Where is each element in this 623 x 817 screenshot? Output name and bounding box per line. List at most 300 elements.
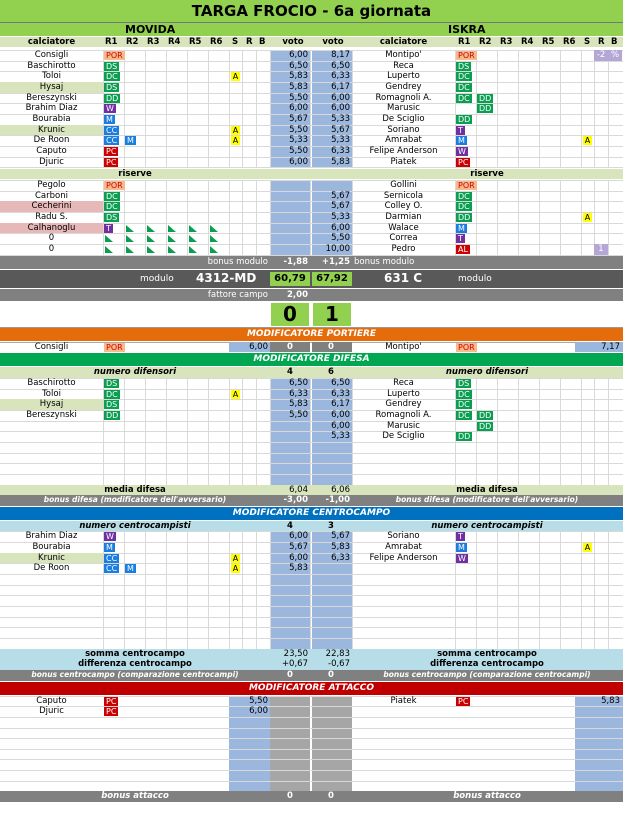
row-line xyxy=(0,638,623,639)
col-line xyxy=(187,378,188,485)
home-somma: 23,50 xyxy=(283,648,308,659)
away-role-badge: DS xyxy=(458,379,470,388)
away-vote: 6,33 xyxy=(331,145,350,156)
away-role-badge: DS xyxy=(458,61,470,71)
away-cc-name[interactable]: Soriano xyxy=(387,531,420,542)
away-player-name[interactable]: Reca xyxy=(393,60,414,71)
home-def-vote: 6,50 xyxy=(289,378,308,388)
modulo-label: modulo xyxy=(140,273,174,284)
away-vote: 6,00 xyxy=(331,92,350,103)
away-cc-label: numero centrocampisti xyxy=(431,520,543,531)
away-goalkeeper[interactable]: Montipo' xyxy=(385,341,422,352)
col-role-away: R6 xyxy=(563,37,576,47)
home-def-vote: 5,83 xyxy=(289,399,308,410)
away-def-name[interactable]: Reca xyxy=(393,378,414,388)
away-role-badge: M xyxy=(458,223,465,233)
home-vote: 6,50 xyxy=(289,60,308,71)
bonus-cc-label: bonus centrocampo (comparazione centrocampi) xyxy=(31,669,239,679)
fattore-row xyxy=(0,289,623,301)
away-vote: 6,33 xyxy=(331,71,350,82)
away-role-badge: DC xyxy=(458,400,470,410)
home-vote: 5,67 xyxy=(289,113,308,124)
yellow-card-icon: A xyxy=(232,125,239,135)
col-role: R2 xyxy=(126,37,139,47)
col-line xyxy=(256,378,257,485)
centrocampo-section-title: MODIFICATORE CENTROCAMPO xyxy=(0,507,623,520)
away-att-col xyxy=(312,696,352,792)
col-r-away: R xyxy=(598,37,605,47)
away-cc-name[interactable]: Felipe Anderson xyxy=(369,552,438,563)
fattore-label: fattore campo xyxy=(207,289,268,300)
home-role-badge: CC xyxy=(106,125,118,135)
home-cc-name[interactable]: Brahim Diaz xyxy=(25,531,78,542)
col-line xyxy=(476,378,477,485)
away-role-badge: T xyxy=(458,532,463,542)
media-label: media difesa xyxy=(104,484,166,495)
col-line xyxy=(166,378,167,485)
away-bonus-cc: 0 xyxy=(328,669,334,680)
col-player-away: calciatore xyxy=(379,37,428,47)
col-line xyxy=(242,180,243,255)
home-bonus-modulo: -1,88 xyxy=(283,256,308,267)
col-line xyxy=(539,50,540,167)
away-player-name[interactable]: Piatek xyxy=(390,156,417,167)
home-role-badge: DS xyxy=(106,400,118,410)
col-role: R6 xyxy=(210,37,223,47)
home-role-badge: T xyxy=(106,223,111,233)
col-line xyxy=(608,531,609,648)
col-line xyxy=(242,531,243,648)
home-cc-name[interactable]: Krunic xyxy=(38,552,65,563)
away-player-name[interactable]: Montipo' xyxy=(385,50,422,60)
away-def-label: numero difensori xyxy=(445,367,529,378)
home-role-badge: PC xyxy=(106,707,117,717)
away-role-badge: DD xyxy=(479,104,492,114)
home-att-vote: 5,50 xyxy=(249,695,268,706)
away-role-badge: POR xyxy=(458,181,475,191)
goals-row xyxy=(0,302,623,328)
away-bonus-att: 0 xyxy=(328,791,334,802)
home-player-name[interactable]: Toloi xyxy=(42,71,61,82)
home-role-badge: DC xyxy=(106,191,118,201)
home-role-badge: POR xyxy=(106,342,123,352)
away-role-badge: DD xyxy=(458,213,471,223)
away-reserve-vote: 5,50 xyxy=(331,233,350,244)
home-player-name[interactable]: Consigli xyxy=(34,50,69,60)
away-player-name[interactable]: Romagnoli A. xyxy=(375,92,432,103)
away-vote: 5,33 xyxy=(331,113,350,124)
diff-label-away: differenza centrocampo xyxy=(430,659,544,670)
home-att-col xyxy=(270,696,310,792)
away-def-vote: 6,17 xyxy=(331,399,350,410)
home-cc-name[interactable]: De Roon xyxy=(33,563,70,574)
home-vote: 5,50 xyxy=(289,145,308,156)
away-diff: -0,67 xyxy=(328,659,350,670)
col-line xyxy=(560,531,561,648)
somma-label-away: somma centrocampo xyxy=(437,648,537,659)
col-line xyxy=(256,50,257,167)
col-line xyxy=(581,180,582,255)
team-header xyxy=(0,23,623,36)
flag-icon xyxy=(168,235,176,242)
col-role-away: R3 xyxy=(500,37,513,47)
col-role: R5 xyxy=(189,37,202,47)
col-line xyxy=(124,378,125,485)
away-role-badge: M xyxy=(458,543,465,553)
home-gk-mod: 0 xyxy=(287,341,293,352)
away-role-badge: DC xyxy=(458,410,470,420)
row-line xyxy=(0,770,623,771)
col-b: B xyxy=(259,37,266,47)
away-def-count: 6 xyxy=(328,367,334,378)
home-goals: 0 xyxy=(271,303,309,326)
col-line xyxy=(352,378,353,485)
col-line xyxy=(208,180,209,255)
away-def-name[interactable]: Luperto xyxy=(387,388,420,399)
flag-icon xyxy=(147,225,155,232)
col-line xyxy=(270,378,271,485)
row-line xyxy=(0,728,623,729)
home-role-badge: DC xyxy=(106,389,118,399)
home-def-count: 4 xyxy=(287,367,293,378)
diff-label: differenza centrocampo xyxy=(78,659,192,670)
home-role-badge: M xyxy=(127,564,134,574)
away-reserve-name[interactable]: Walace xyxy=(388,222,419,233)
yellow-card-icon: A xyxy=(232,136,239,146)
row-line xyxy=(0,606,623,607)
home-cc-vote: 6,00 xyxy=(289,552,308,563)
home-reserve-name[interactable]: Cecherini xyxy=(31,201,72,212)
away-player-name[interactable]: Marusic xyxy=(387,103,420,114)
away-cc-vote: 5,83 xyxy=(331,542,350,553)
home-role-badge: DD xyxy=(106,93,119,103)
media-label-away: media difesa xyxy=(456,484,518,495)
flag-icon xyxy=(147,246,155,253)
flag-icon xyxy=(105,235,113,242)
away-reserve-name[interactable]: Darmian xyxy=(385,212,422,223)
col-line xyxy=(208,378,209,485)
row-line xyxy=(0,463,623,464)
away-player-name[interactable]: Soriano xyxy=(387,124,420,135)
away-role-badge: DD xyxy=(458,432,471,442)
home-player-name[interactable]: Djuric xyxy=(39,156,64,167)
home-cc-name[interactable]: Bourabia xyxy=(32,542,71,553)
home-role-badge: PC xyxy=(106,696,117,706)
home-goalkeeper[interactable]: Consigli xyxy=(34,341,69,352)
home-att-vote: 6,00 xyxy=(249,706,268,717)
away-vote: 6,00 xyxy=(331,103,350,114)
home-player-name[interactable]: Krunic xyxy=(38,124,65,135)
home-role-badge: DS xyxy=(106,82,118,92)
home-cc-vote: 5,67 xyxy=(289,542,308,553)
home-vote: 5,83 xyxy=(289,81,308,92)
away-gk-vote: 7,17 xyxy=(601,341,620,352)
home-def-name[interactable]: Toloi xyxy=(42,388,61,399)
away-reserve-name[interactable]: Pedro xyxy=(391,244,416,255)
bonus-difesa-label-away: bonus difesa (modificatore dell'avversario) xyxy=(395,495,579,505)
difesa-section-title: MODIFICATORE DIFESA xyxy=(0,353,623,366)
col-line xyxy=(560,378,561,485)
col-line xyxy=(352,50,353,167)
row-line xyxy=(0,759,623,760)
col-line xyxy=(124,50,125,167)
col-line xyxy=(166,531,167,648)
col-role-away: R5 xyxy=(542,37,555,47)
col-line xyxy=(187,180,188,255)
away-att-name[interactable]: Piatek xyxy=(390,695,417,706)
home-def-name[interactable]: Baschirotto xyxy=(27,378,76,388)
bonus-badge: -2 xyxy=(594,50,608,61)
away-role-badge: DC xyxy=(458,72,470,82)
away-role-badge: CD xyxy=(458,421,470,431)
flag-icon xyxy=(189,225,197,232)
home-bonus-att: 0 xyxy=(287,791,293,802)
col-line xyxy=(208,531,209,648)
home-reserve-name[interactable]: 0 xyxy=(48,244,55,255)
bonus-att-label: bonus attacco xyxy=(101,791,169,802)
away-team-name: ISKRA xyxy=(448,23,486,36)
modulo-label-away: modulo xyxy=(458,273,492,284)
row-line xyxy=(0,738,623,739)
away-player-name[interactable]: Gendrey xyxy=(385,81,422,92)
home-player-name[interactable]: Bereszynski xyxy=(26,92,77,103)
home-team-name: MOVIDA xyxy=(125,23,176,36)
away-role-badge: DC xyxy=(458,191,470,201)
col-line xyxy=(145,50,146,167)
away-reserve-vote: 5,67 xyxy=(331,201,350,212)
home-player-name[interactable]: Hysaj xyxy=(39,81,64,92)
yellow-card-icon: A xyxy=(232,389,239,399)
yellow-card-icon: A xyxy=(584,543,591,553)
row-line xyxy=(0,453,623,454)
flag-icon xyxy=(126,235,134,242)
col-s: S xyxy=(232,37,239,47)
away-vote: 5,67 xyxy=(331,124,350,135)
col-player: calciatore xyxy=(27,37,76,47)
home-role-badge: DC xyxy=(106,202,118,212)
home-player-name[interactable]: Baschirotto xyxy=(27,60,76,71)
home-role-badge: W xyxy=(106,104,114,114)
col-line xyxy=(581,531,582,648)
home-att-name[interactable]: Djuric xyxy=(39,706,64,717)
flag-icon xyxy=(168,246,176,253)
home-media: 6,04 xyxy=(289,484,308,495)
away-role-badge: POR xyxy=(458,51,475,60)
away-vote: 8,17 xyxy=(331,50,350,60)
away-role-badge: W xyxy=(458,553,466,563)
away-player-name[interactable]: Luperto xyxy=(387,71,420,82)
away-cc-vote: 5,67 xyxy=(331,531,350,542)
bonus-badge: 1 xyxy=(594,244,608,255)
away-role-badge: DC xyxy=(458,93,470,103)
col-line xyxy=(242,50,243,167)
col-line xyxy=(145,531,146,648)
home-reserve-name[interactable]: Calhanoglu xyxy=(27,222,76,233)
away-def-name[interactable]: De Sciglio xyxy=(382,431,425,442)
fattore-value: 2,00 xyxy=(287,289,308,300)
away-player-name[interactable]: Amrabat xyxy=(385,135,422,146)
col-line xyxy=(518,180,519,255)
away-player-name[interactable]: De Sciglio xyxy=(382,113,425,124)
away-cc-count: 3 xyxy=(328,520,334,531)
flag-icon xyxy=(189,246,197,253)
yellow-card-icon: A xyxy=(232,564,239,574)
home-role-badge: DS xyxy=(106,379,118,388)
away-def-vote: 6,33 xyxy=(331,388,350,399)
flag-icon xyxy=(126,225,134,232)
row-line xyxy=(0,474,623,475)
flag-icon xyxy=(210,235,218,242)
away-total: 67,92 xyxy=(312,272,352,286)
away-def-vote: 6,00 xyxy=(331,420,350,431)
col-line xyxy=(518,50,519,167)
away-role-badge: PC xyxy=(458,157,469,167)
home-player-name[interactable]: De Roon xyxy=(33,135,70,146)
col-line xyxy=(352,531,353,648)
row-line xyxy=(0,585,623,586)
home-bonus-cc: 0 xyxy=(287,669,293,680)
col-role: R4 xyxy=(168,37,181,47)
col-line xyxy=(166,50,167,167)
home-player-name[interactable]: Bourabia xyxy=(32,113,71,124)
home-vote: 6,00 xyxy=(289,50,308,60)
col-line xyxy=(539,378,540,485)
home-def-name[interactable]: Bereszynski xyxy=(26,409,77,420)
away-vote: 5,33 xyxy=(331,135,350,146)
yellow-card-icon: A xyxy=(584,136,591,146)
away-role-badge: DC xyxy=(458,202,470,212)
home-def-vote: 5,50 xyxy=(289,409,308,420)
col-line xyxy=(145,378,146,485)
away-att-vote-col xyxy=(575,696,623,792)
col-role: R1 xyxy=(105,37,118,47)
col-line xyxy=(270,531,271,648)
bonus-modulo-label-away: bonus modulo xyxy=(354,256,415,267)
away-cc-name[interactable]: Amrabat xyxy=(385,542,422,553)
bonus-att-label-away: bonus attacco xyxy=(453,791,521,802)
row-line xyxy=(0,167,623,168)
flag-icon xyxy=(210,246,218,253)
away-cc-vote: 6,33 xyxy=(331,552,350,563)
col-line xyxy=(352,180,353,255)
col-line xyxy=(229,50,230,167)
away-reserve-vote: 5,33 xyxy=(331,212,350,223)
home-role-badge: PC xyxy=(106,146,117,156)
col-line xyxy=(476,180,477,255)
away-gk-mod: 0 xyxy=(328,341,334,352)
away-reserve-vote: 6,00 xyxy=(331,222,350,233)
col-b-away: B xyxy=(611,37,618,47)
home-reserve-name[interactable]: Carboni xyxy=(35,190,68,201)
col-line xyxy=(166,180,167,255)
away-def-name[interactable]: Romagnoli A. xyxy=(375,409,432,420)
col-voto: voto xyxy=(282,37,304,47)
yellow-card-icon: A xyxy=(232,553,239,563)
away-reserve-vote: 10,00 xyxy=(325,244,350,255)
bonus-modulo-label: bonus modulo xyxy=(207,256,268,267)
flag-icon xyxy=(210,225,218,232)
away-vote: 6,17 xyxy=(331,81,350,92)
home-role-badge: POR xyxy=(106,51,123,60)
col-line xyxy=(581,378,582,485)
col-line xyxy=(270,50,271,167)
col-voto-away: voto xyxy=(322,37,344,47)
col-line xyxy=(256,180,257,255)
home-player-name[interactable]: Caputo xyxy=(36,145,67,156)
col-line xyxy=(256,531,257,648)
col-line xyxy=(560,50,561,167)
col-role-away: R4 xyxy=(521,37,534,47)
home-total: 60,79 xyxy=(270,272,310,286)
away-reserve-name[interactable]: Sernicola xyxy=(383,190,424,201)
home-reserve-name[interactable]: 0 xyxy=(48,233,55,244)
col-role-away: R1 xyxy=(458,37,471,47)
home-def-label: numero difensori xyxy=(93,367,177,378)
away-vote: 5,83 xyxy=(331,156,350,167)
home-role-badge: DC xyxy=(106,72,118,82)
bonus-cc-label-away: bonus centrocampo (comparazione centrocampi) xyxy=(383,669,591,679)
home-bonus-difesa: -3,00 xyxy=(283,495,308,506)
away-reserve-name[interactable]: Correa xyxy=(389,233,418,244)
page-title: TARGA FROCIO - 6a giornata xyxy=(191,2,432,20)
col-line xyxy=(581,50,582,167)
away-reserve-name[interactable]: Colley O. xyxy=(384,201,423,212)
away-vote: 6,50 xyxy=(331,60,350,71)
row-line xyxy=(0,749,623,750)
home-vote: 6,00 xyxy=(289,103,308,114)
row-line xyxy=(0,717,623,718)
home-modulo: 4312-MD xyxy=(196,272,257,285)
home-cc-label: numero centrocampisti xyxy=(79,520,191,531)
home-reserve-name[interactable]: Pegolo xyxy=(37,180,66,191)
home-diff: +0,67 xyxy=(281,659,308,670)
home-role-badge: POR xyxy=(106,181,123,191)
home-player-name[interactable]: Brahim Diaz xyxy=(25,103,78,114)
away-reserve-name[interactable]: Gollini xyxy=(390,180,417,191)
col-line xyxy=(497,531,498,648)
col-line xyxy=(310,531,311,648)
home-riserve-label: riserve xyxy=(118,169,152,180)
row-line xyxy=(0,627,623,628)
col-line xyxy=(229,531,230,648)
away-role-badge: M xyxy=(458,136,465,146)
col-s-away: S xyxy=(584,37,591,47)
col-line xyxy=(497,180,498,255)
away-bonus-difesa: -1,00 xyxy=(325,495,350,506)
col-line xyxy=(270,180,271,255)
away-att-vote: 5,83 xyxy=(601,695,620,706)
away-somma: 22,83 xyxy=(325,648,350,659)
home-def-name[interactable]: Hysaj xyxy=(39,399,64,410)
away-def-name[interactable]: Marusic xyxy=(387,420,420,431)
away-modulo: 631 C xyxy=(384,272,423,285)
col-line xyxy=(229,378,230,485)
away-role-badge: PC xyxy=(458,696,469,706)
col-line xyxy=(476,531,477,648)
home-role-badge: CC xyxy=(106,564,118,574)
home-reserve-name[interactable]: Radu S. xyxy=(35,212,68,223)
home-role-badge: PC xyxy=(106,157,117,167)
portiere-section-title: MODIFICATORE PORTIERE xyxy=(0,328,623,341)
away-def-name[interactable]: Gendrey xyxy=(385,399,422,410)
somma-label: somma centrocampo xyxy=(85,648,185,659)
flag-icon xyxy=(147,235,155,242)
away-def-vote: 5,33 xyxy=(331,431,350,442)
col-line xyxy=(608,378,609,485)
home-att-name[interactable]: Caputo xyxy=(36,695,67,706)
away-player-name[interactable]: Felipe Anderson xyxy=(369,145,438,156)
away-role-badge: T xyxy=(458,125,463,135)
